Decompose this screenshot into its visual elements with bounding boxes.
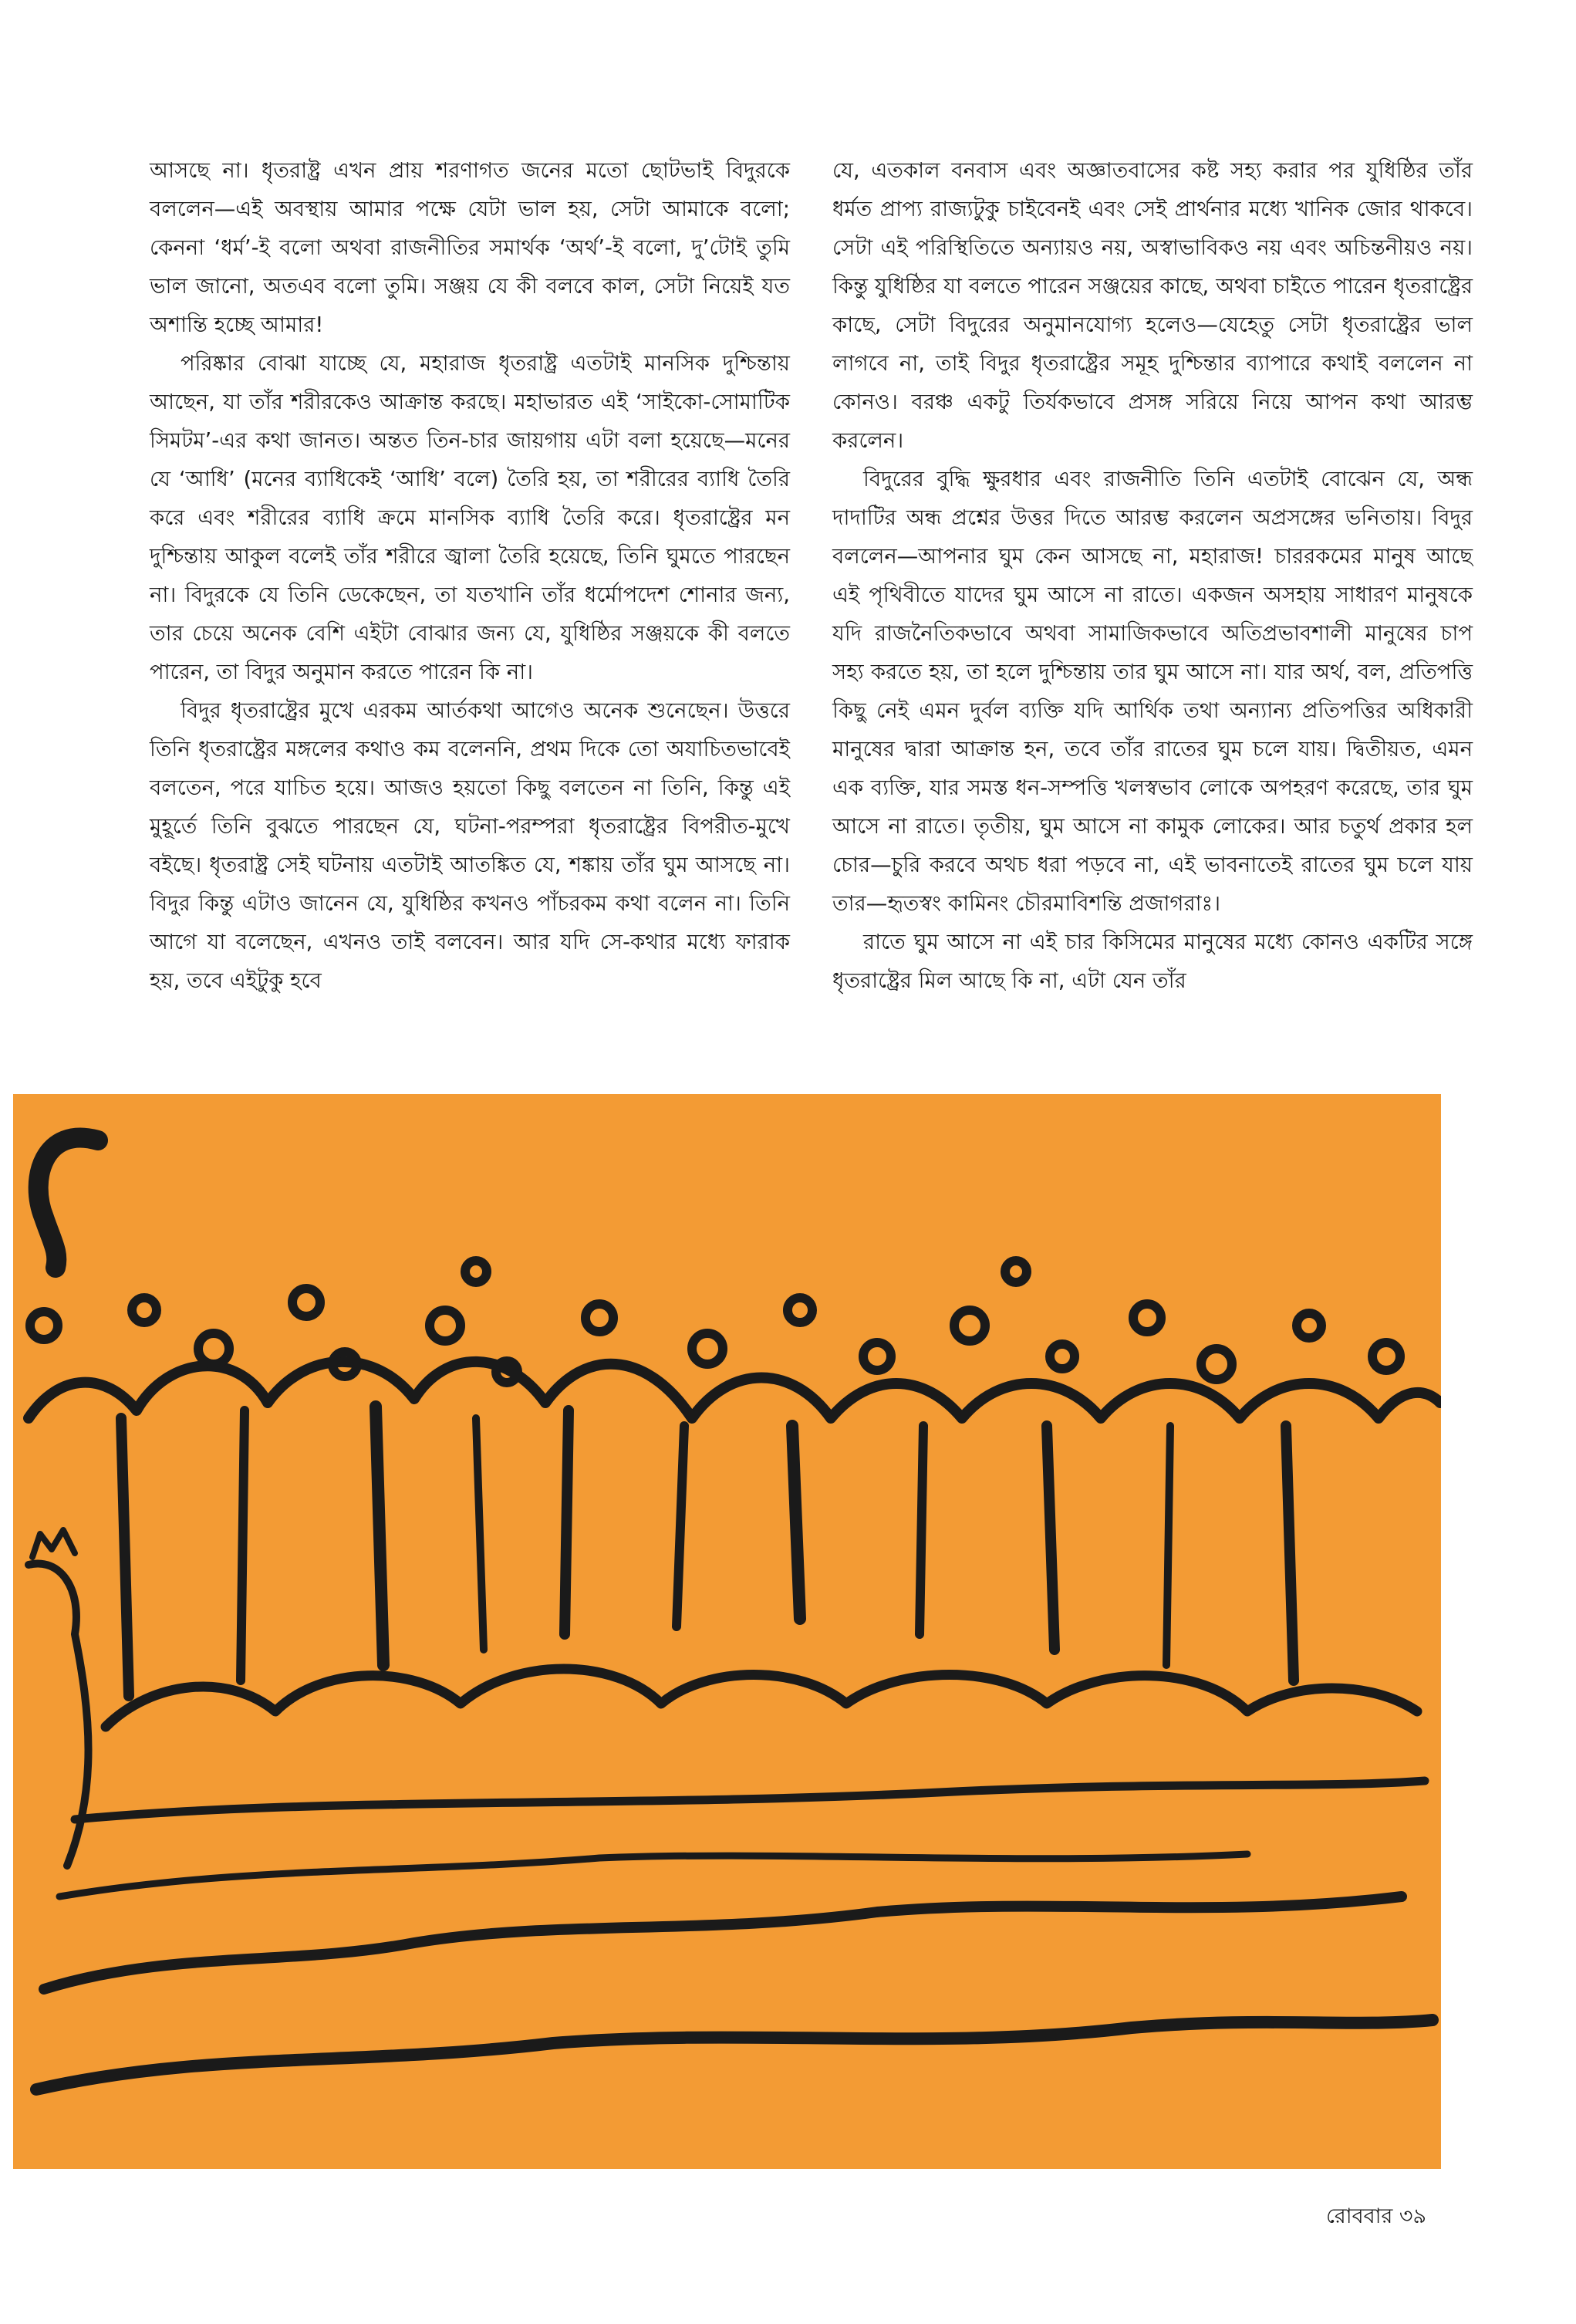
forest-illustration <box>13 1094 1441 2169</box>
illustration-background <box>13 1094 1441 2169</box>
tree-trunk <box>920 1426 923 1634</box>
tree-trunk <box>376 1407 383 1665</box>
paragraph: যে, এতকাল বনবাস এবং অজ্ঞাতবাসের কষ্ট সহ্য করার পর যুধিষ্ঠির তাঁর ধর্মত প্রাপ্য রাজ্যটুকু চাইবেনই এবং সেই প্রার্থনার মধ্যে খানিক জোর থাকবে। সেটা এই পরিস্থিতিতে অন্যায়ও নয়, অস্বাভাবিকও নয় এবং অচিন্তনীয়ও নয়। কিন্তু যুধিষ্ঠির যা বলতে পারেন সঞ্জয়ের কাছে, অথবা চাইতে পারেন ধৃতরাষ্ট্রের কাছে, সেটা বিদুরের অনুমানযোগ্য হলেও—যেহেতু সেটা ধৃতরাষ্ট্রের ভাল লাগবে না, তাই বিদুর ধৃতরাষ্ট্রের সমূহ দুশ্চিন্তার ব্যাপারে কথাই বললেন না কোনও। বরঞ্চ একটু তির্যকভাবে প্রসঙ্গ সরিয়ে নিয়ে আপন কথা আরম্ভ করলেন। <box>832 158 1473 453</box>
tree-trunk <box>1286 1426 1294 1681</box>
tree-trunk <box>792 1426 800 1619</box>
tree-trunk <box>1166 1426 1170 1665</box>
paragraph: আসছে না। ধৃতরাষ্ট্র এখন প্রায় শরণাগত জনের মতো ছোটভাই বিদুরকে বললেন—এই অবস্থায় আমার পক্ষে যেটা ভাল হয়, সেটা আমাকে বলো; কেননা ‘ধর্ম’-ই বলো অথবা রাজনীতির সমার্থক ‘অর্থ’-ই বলো, দু’টোই তুমি ভাল জানো, অতএব বলো তুমি। সঞ্জয় যে কী বলবে কাল, সেটা নিয়েই যত অশান্তি হচ্ছে আমার! <box>150 158 790 337</box>
tree-trunk <box>241 1410 245 1681</box>
tree-trunk <box>1047 1426 1055 1650</box>
paragraph: পরিষ্কার বোঝা যাচ্ছে যে, মহারাজ ধৃতরাষ্ট্র এতটাই মানসিক দুশ্চিন্তায় আছেন, যা তাঁর শরীরকেও আক্রান্ত করছে। মহাভারত এই ‘সাইকো-সোমাটিক সিমটম’-এর কথা জানত। অন্তত তিন-চার জায়গায় এটা বলা হয়েছে—মনের যে ‘আধি’ (মনের ব্যাধিকেই ‘আধি’ বলে) তৈরি হয়, তা শরীরের ব্যাধি তৈরি করে এবং শরীরের ব্যাধি ক্রমে মানসিক ব্যাধি তৈরি করে। ধৃতরাষ্ট্রের মন দুশ্চিন্তায় আকুল বলেই তাঁর শরীরে জ্বালা তৈরি হয়েছে, তিনি ঘুমতে পারছেন না। বিদুরকে যে তিনি ডেকেছেন, তা যতখানি তাঁর ধর্মোপদেশ শোনার জন্য, তার চেয়ে অনেক বেশি এইটা বোঝার জন্য যে, যুধিষ্ঠির সঞ্জয়কে কী বলতে পারেন, তা বিদুর অনুমান করতে পারেন কি না। <box>150 351 790 684</box>
paragraph: বিদুর ধৃতরাষ্ট্রের মুখে এরকম আর্তকথা আগেও অনেক শুনেছেন। উত্তরে তিনি ধৃতরাষ্ট্রের মঙ্গলের কথাও কম বলেননি, প্রথম দিকে তো অযাচিতভাবেই বলতেন, পরে যাচিত হয়ে। আজও হয়তো কিছু বলতেন না তিনি, কিন্তু এই মুহূর্তে তিনি বুঝতে পারছেন যে, ঘটনা-পরম্পরা ধৃতরাষ্ট্রের বিপরীত-মুখে বইছে। ধৃতরাষ্ট্র সেই ঘটনায় এতটাই আতঙ্কিত যে, শঙ্কায় তাঁর ঘুম আসছে না। বিদুর কিন্তু এটাও জানেন যে, যুধিষ্ঠির কখনও পাঁচরকম কথা বলেন না। তিনি আগে যা বলেছেন, এখনও তাই বলবেন। আর যদি সে-কথার মধ্যে ফারাক হয়, তবে এইটুকু হবে <box>150 698 790 993</box>
tree-trunk <box>121 1418 129 1696</box>
article-left-column <box>150 151 790 1000</box>
paragraph: বিদুরের বুদ্ধি ক্ষুরধার এবং রাজনীতি তিনি এতটাই বোঝেন যে, অন্ধ দাদাটির অন্ধ প্রশ্নের উত্তর দিতে আরম্ভ করলেন অপ্রসঙ্গের ভনিতায়। বিদুর বললেন—আপনার ঘুম কেন আসছে না, মহারাজ! চাররকমের মানুষ আছে এই পৃথিবীতে যাদের ঘুম আসে না রাতে। একজন অসহায় সাধারণ মানুষকে যদি রাজনৈতিকভাবে অথবা সামাজিকভাবে অতিপ্রভাবশালী মানুষের চাপ সহ্য করতে হয়, তা হলে দুশ্চিন্তায় তার ঘুম আসে না। যার অর্থ, বল, প্রতিপত্তি কিছু নেই এমন দুর্বল ব্যক্তি যদি আর্থিক তথা অন্যান্য প্রতিপত্তির অধিকারী মানুষের দ্বারা আক্রান্ত হন, তবে তাঁর রাতের ঘুম চলে যায়। দ্বিতীয়ত, এমন এক ব্যক্তি, যার সমস্ত ধন-সম্পত্তি খলস্বভাব লোকে অপহরণ করেছে, তার ঘুম আসে না রাতে। তৃতীয়, ঘুম আসে না কামুক লোকের। আর চতুর্থ প্রকার হল চোর—চুরি করবে অথচ ধরা পড়বে না, এই ভাবনাতেই রাতের ঘুম চলে যায় তার—হৃতস্বং কামিনং চৌরমাবিশন্তি প্রজাগরাঃ। <box>832 467 1473 916</box>
article-right-column <box>832 151 1473 1000</box>
paragraph: রাতে ঘুম আসে না এই চার কিসিমের মানুষের মধ্যে কোনও একটির সঙ্গে ধৃতরাষ্ট্রের মিল আছে কি না, এটা যেন তাঁর <box>832 930 1473 993</box>
page-footer: রোববার ৩৯ <box>1325 2204 1426 2228</box>
tree-trunk <box>565 1410 569 1634</box>
